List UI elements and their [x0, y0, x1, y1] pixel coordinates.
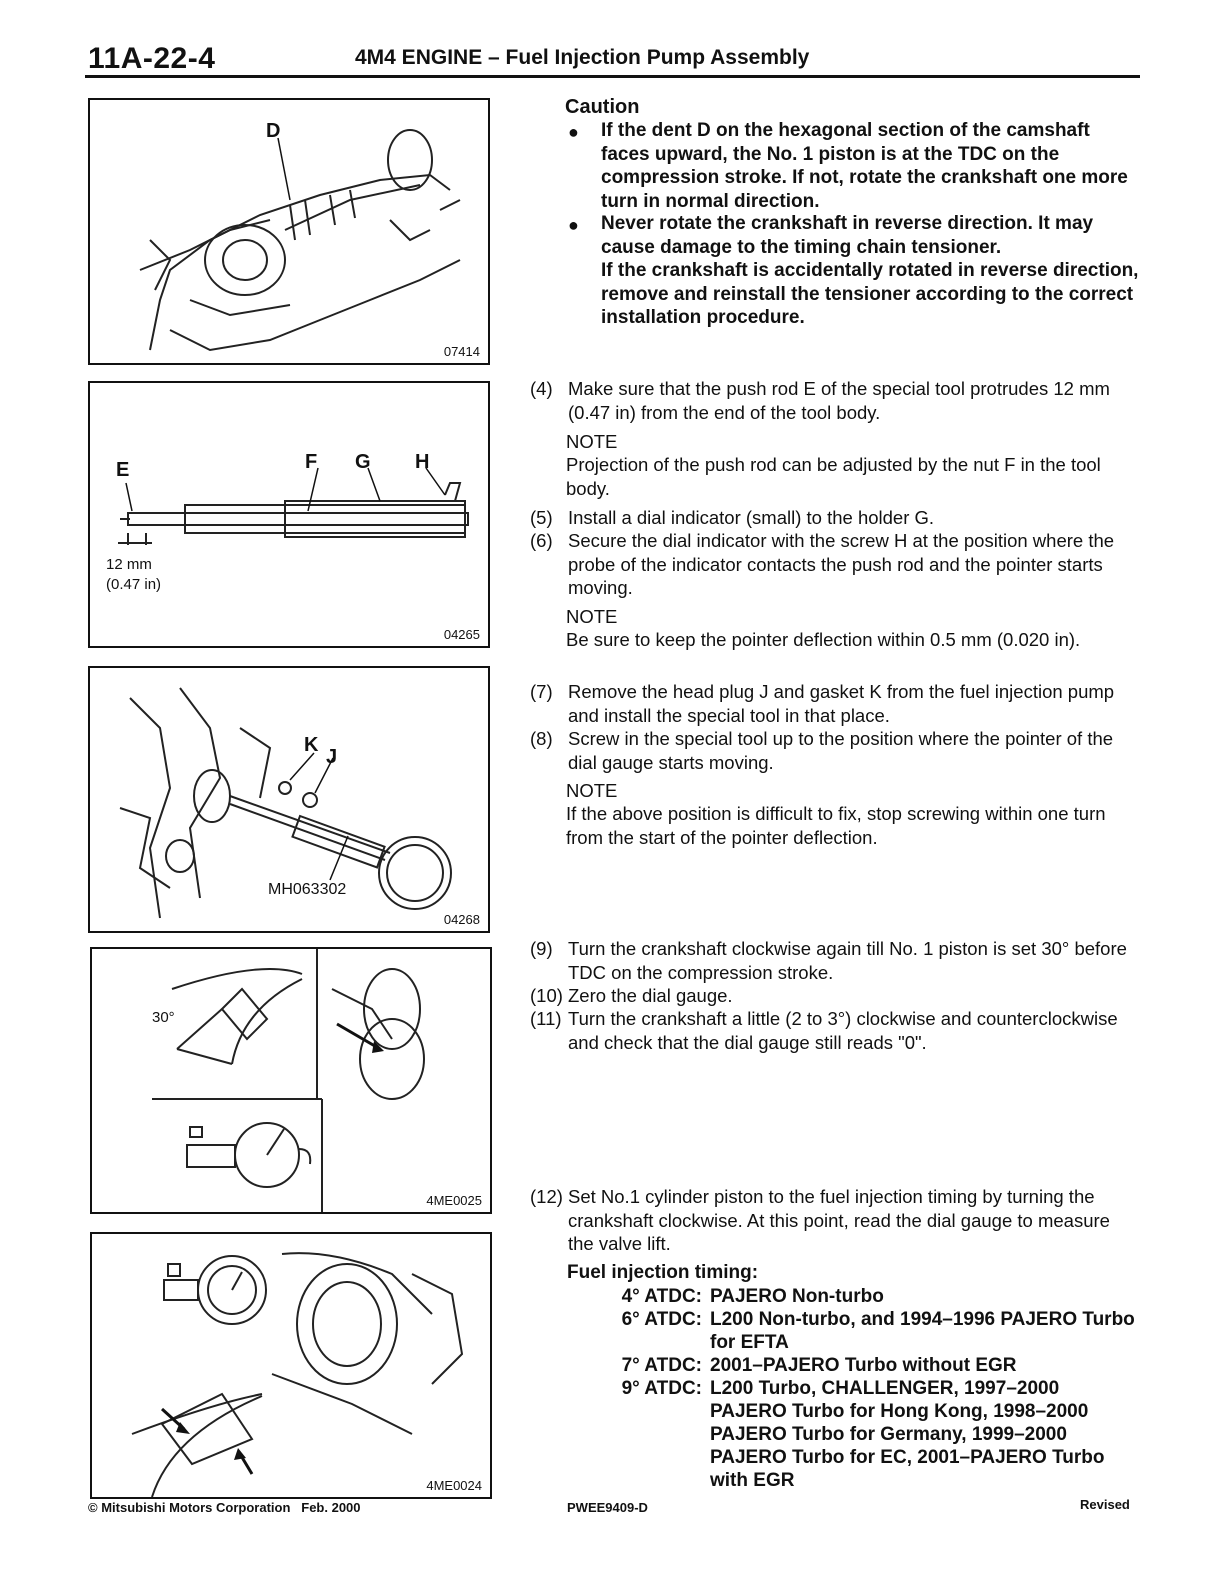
- tool-number: MH063302: [268, 881, 347, 898]
- step-number: (4): [530, 378, 553, 399]
- footer-status: Revised: [1080, 1497, 1130, 1512]
- step-number: (8): [530, 728, 553, 749]
- figure-code: 4ME0025: [426, 1193, 482, 1208]
- camshaft-illustration: [90, 100, 488, 363]
- angle-label: 30°: [152, 1009, 175, 1026]
- step-text: Turn the crankshaft a little (2 to 3°) clockwise and counterclockwise and check that the dial gauge still reads "0".: [568, 1008, 1118, 1053]
- footer-doc-code: PWEE9409-D: [567, 1500, 648, 1515]
- step-number: (7): [530, 681, 553, 702]
- step-number: (10): [530, 985, 563, 1006]
- note-1-text: Projection of the push rod can be adjusted by the nut F in the tool body.: [566, 454, 1101, 499]
- label-h: H: [415, 451, 430, 473]
- step-number: (5): [530, 507, 553, 528]
- label-d: D: [266, 120, 281, 142]
- step-text: Install a dial indicator (small) to the holder G.: [568, 507, 935, 528]
- figure-code: 04265: [443, 627, 480, 642]
- figure-code: 4ME0024: [426, 1478, 482, 1493]
- timing-models: L200 Non-turbo, and 1994–1996 PAJERO Turbo for EFTA: [710, 1309, 1135, 1353]
- figure-code: 07414: [443, 344, 480, 359]
- label-g: G: [355, 451, 371, 473]
- step-text: Remove the head plug J and gasket K from the fuel injection pump and install the special tool in that place.: [568, 681, 1115, 726]
- step-text: Screw in the special tool up to the position where the pointer of the dial gauge starts moving.: [568, 728, 1114, 773]
- step-text: Secure the dial indicator with the screw H at the position where the probe of the indicator contacts the push rod and the pointer starts moving.: [568, 530, 1115, 598]
- figure-camshaft: [88, 98, 490, 365]
- note-3-text: If the above position is difficult to fix, stop screwing within one turn from the start of the pointer deflection.: [566, 803, 1106, 848]
- page-number: 11A-22-4: [88, 42, 216, 75]
- dim-mm: 12 mm: [106, 556, 152, 573]
- timing-angle: 4° ATDC:: [621, 1286, 702, 1307]
- label-e: E: [116, 459, 130, 481]
- step-number: (12): [530, 1186, 563, 1207]
- tool-illustration: [90, 383, 488, 646]
- timing-models: PAJERO Non-turbo: [710, 1286, 884, 1307]
- label-j: J: [326, 746, 338, 768]
- timing-models: L200 Turbo, CHALLENGER, 1997–2000 PAJERO Turbo for Hong Kong, 1998–2000 PAJERO Turbo for Germany, 1999–2000 PAJERO Turbo for EC, 2001–PAJERO Turbo with EGR: [710, 1378, 1105, 1491]
- footer-copyright: © Mitsubishi Motors Corporation Feb. 2000: [88, 1500, 361, 1515]
- note-1-label: NOTE: [566, 431, 618, 452]
- figure-injection-timing: [90, 1232, 492, 1499]
- dim-in: (0.47 in): [106, 576, 162, 593]
- timing-title: Fuel injection timing:: [567, 1262, 759, 1283]
- caution-title: Caution: [565, 96, 640, 118]
- header-rule: [85, 75, 1140, 78]
- figure-code: 04268: [443, 912, 480, 927]
- figure-crankshaft-30: [90, 947, 492, 1214]
- step-text: Set No.1 cylinder piston to the fuel injection timing by turning the crankshaft clockwise. At this point, read the dial gauge to measure the valve lift.: [568, 1186, 1110, 1254]
- crankshaft-angle-illustration: [92, 949, 490, 1212]
- figure-dial-install: [88, 666, 490, 933]
- step-text: Turn the crankshaft clockwise again till No. 1 piston is set 30° before TDC on the compression stroke.: [568, 938, 1127, 983]
- step-number: (11): [530, 1008, 562, 1029]
- label-k: K: [304, 734, 319, 756]
- bullet-dot: ●: [568, 215, 579, 235]
- timing-models: 2001–PAJERO Turbo without EGR: [710, 1355, 1017, 1376]
- timing-angle: 7° ATDC:: [621, 1355, 702, 1376]
- caution-bullet-2-cont: If the crankshaft is accidentally rotated in reverse direction, remove and reinstall the tensioner according to the correct installation procedure.: [601, 260, 1139, 328]
- step-text: Make sure that the push rod E of the special tool protrudes 12 mm (0.47 in) from the end of the tool body.: [568, 378, 1110, 423]
- timing-angle: 6° ATDC:: [621, 1309, 702, 1330]
- note-3-label: NOTE: [566, 780, 618, 801]
- caution-bullet-1: If the dent D on the hexagonal section of the camshaft faces upward, the No. 1 piston is at the TDC on the compression stroke. If not, rotate the crankshaft one more turn in normal direction.: [601, 120, 1128, 212]
- caution-bullet-2: Never rotate the crankshaft in reverse direction. It may cause damage to the timing chain tensioner.: [601, 213, 1094, 258]
- timing-illustration: [92, 1234, 490, 1497]
- step-text: Zero the dial gauge.: [568, 985, 733, 1006]
- bullet-dot: ●: [568, 122, 579, 142]
- note-2-label: NOTE: [566, 606, 618, 627]
- step-number: (9): [530, 938, 553, 959]
- timing-angle: 9° ATDC:: [621, 1378, 702, 1399]
- note-2-text: Be sure to keep the pointer deflection within 0.5 mm (0.020 in).: [566, 629, 1081, 650]
- page-title: 4M4 ENGINE – Fuel Injection Pump Assembly: [355, 46, 810, 69]
- figure-special-tool: [88, 381, 490, 648]
- label-f: F: [305, 451, 318, 473]
- step-number: (6): [530, 530, 553, 551]
